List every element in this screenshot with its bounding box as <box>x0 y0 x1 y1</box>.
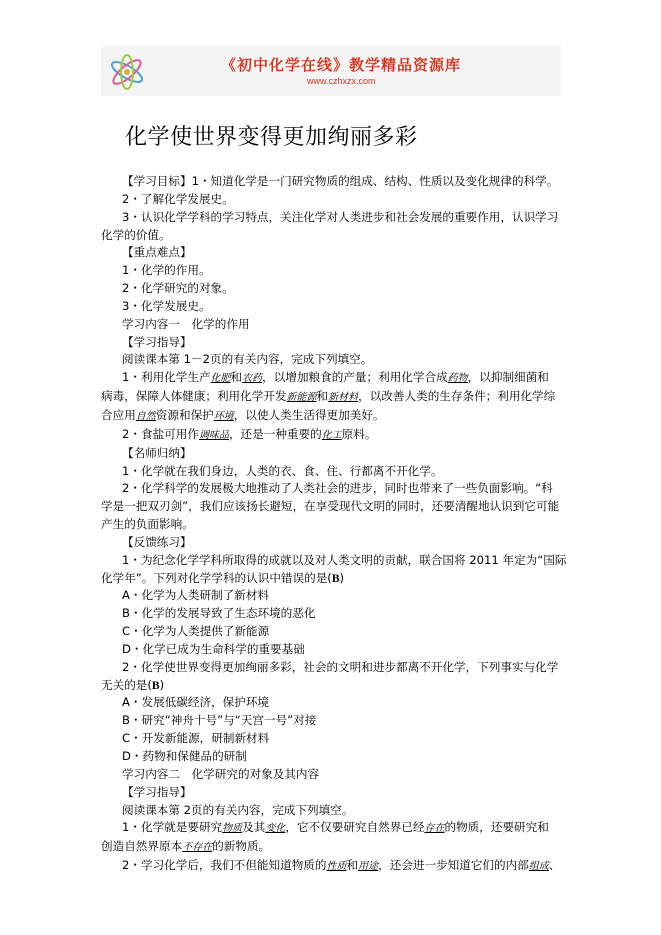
header-banner <box>101 46 561 96</box>
text-segment: ，以增加粮食的产量；利用化学合成 <box>262 370 448 385</box>
text-segment: 及其 <box>242 820 266 835</box>
text-segment: 无关的是( <box>101 677 152 692</box>
answer-blank: 变化 <box>265 823 286 835</box>
text-line <box>101 784 563 802</box>
answer-blank: 性质 <box>326 861 347 873</box>
text-line <box>101 280 563 298</box>
text-segment: ) <box>339 570 345 585</box>
text-line <box>101 388 563 407</box>
answer-blank: 不存在 <box>182 842 213 854</box>
text-line <box>101 298 563 316</box>
text-line <box>101 516 563 534</box>
text-segment: 【反馈练习】 <box>122 534 192 549</box>
text-segment: 化学年”。下列对化学学科的认识中错误的是( <box>101 570 332 585</box>
text-segment: 【学习指导】 <box>122 334 192 349</box>
text-line <box>101 552 567 570</box>
answer-blank: 调味品 <box>198 429 229 441</box>
text-line <box>101 244 563 262</box>
text-line <box>101 316 563 334</box>
text-segment: 2・化学使世界变得更加绚丽多彩，社会的文明和进步都离不开化学，下列事实与化学 <box>122 659 559 674</box>
text-segment: ，以改善人类的生存条件；利用化学综 <box>358 389 556 404</box>
answer-blank: 环境 <box>213 410 234 422</box>
text-segment: 、 <box>548 858 561 873</box>
text-line <box>101 819 563 838</box>
document-body <box>101 173 567 876</box>
text-line <box>101 191 563 209</box>
text-line <box>101 262 563 280</box>
answer-choice: B <box>151 678 160 692</box>
text-segment: 阅读课本第 2页的有关内容，完成下列填空。 <box>122 802 354 817</box>
text-line <box>101 677 563 695</box>
text-segment: 的新物质。 <box>212 839 271 854</box>
text-segment: 化学的价值。 <box>101 227 171 242</box>
text-line <box>101 766 563 784</box>
text-segment: 2・学习化学后，我们不但能知道物质的 <box>122 858 327 873</box>
answer-blank: 物质 <box>222 823 243 835</box>
text-segment: ，还是一种重要的 <box>228 426 322 441</box>
text-line <box>101 534 563 552</box>
text-segment: 3・认识化学学科的学习特点，关注化学对人类进步和社会发展的重要作用，认识学习 <box>122 209 559 224</box>
text-segment: A・化学为人类研制了新材料 <box>122 588 270 603</box>
text-segment: ，以抑制细菌和 <box>467 370 549 385</box>
text-line <box>101 426 563 445</box>
text-line <box>101 407 563 426</box>
text-segment: 1・化学就是要研究 <box>122 820 223 835</box>
text-line <box>101 334 563 352</box>
text-segment: 【学习目标】1・知道化学是一门研究物质的组成、结构、性质以及变化规律的科学。 <box>122 174 559 188</box>
text-segment: 学习内容一 化学的作用 <box>122 316 250 331</box>
text-line <box>101 173 563 191</box>
text-line <box>101 480 563 498</box>
text-segment: 和 <box>230 370 243 385</box>
text-segment: 原料。 <box>341 426 377 441</box>
text-line <box>101 748 563 766</box>
answer-blank: 化肥 <box>210 373 231 385</box>
text-line <box>101 351 563 369</box>
text-segment: 的物质，还要研究和 <box>444 820 549 835</box>
text-line <box>101 498 563 516</box>
answer-choice: B <box>331 571 340 585</box>
text-line <box>101 623 563 641</box>
text-line <box>101 838 563 857</box>
atom-logo-icon <box>107 52 147 92</box>
text-line <box>101 570 563 588</box>
answer-blank: 存在 <box>424 823 445 835</box>
text-segment: A・发展低碳经济，保护环境 <box>122 695 270 710</box>
text-segment: 阅读课本第 1－2页的有关内容，完成下列填空。 <box>122 352 373 367</box>
text-line <box>101 227 563 245</box>
text-segment: 【重点难点】 <box>122 245 192 260</box>
text-line <box>101 659 563 677</box>
text-line <box>101 369 563 388</box>
text-line <box>101 712 563 730</box>
text-segment: 病毒，保障人体健康；利用化学开发 <box>101 389 287 404</box>
text-segment: 产生的负面影响。 <box>101 517 194 532</box>
text-line <box>101 730 563 748</box>
text-segment: 【学习指导】 <box>122 784 192 799</box>
text-segment: B・研究“神舟十号”与“天宫一号”对接 <box>122 713 317 728</box>
text-segment: 学习内容二 化学研究的对象及其内容 <box>122 766 320 781</box>
text-segment: 和 <box>346 858 359 873</box>
page-title: 化学使世界变得更加绚丽多彩 <box>125 125 418 150</box>
answer-blank: 新能源 <box>286 392 317 404</box>
text-segment: 2・化学科学的发展极大地推动了人类社会的进步，同时也带来了一些负面影响。“科 <box>122 481 553 496</box>
text-segment: 创造自然界原本 <box>101 839 183 854</box>
answer-blank: 自然 <box>135 410 156 422</box>
text-segment: 和 <box>316 389 329 404</box>
text-segment: 2・食盐可用作 <box>122 426 199 441</box>
text-line <box>101 857 563 876</box>
text-segment: D・化学已成为生命科学的重要基础 <box>122 641 305 656</box>
answer-blank: 化工 <box>321 429 342 441</box>
text-line <box>101 463 563 481</box>
text-segment: 资源和保护 <box>155 407 214 422</box>
answer-blank: 药物 <box>447 373 468 385</box>
answer-blank: 组成 <box>528 861 549 873</box>
text-segment: 1・化学的作用。 <box>122 263 211 278</box>
answer-blank: 新材料 <box>328 392 359 404</box>
text-segment: 合应用 <box>101 407 136 422</box>
text-line <box>101 641 563 659</box>
answer-blank: 用途 <box>358 861 379 873</box>
text-segment: ，它不仅要研究自然界已经 <box>285 820 425 835</box>
text-segment: 2・了解化学发展史。 <box>122 191 234 206</box>
text-segment: ，以使人类生活得更加美好。 <box>233 407 385 422</box>
text-segment: C・化学为人类提供了新能源 <box>122 624 270 639</box>
answer-blank: 农药 <box>242 373 263 385</box>
text-segment: ，还会进一步知道它们的内部 <box>378 858 529 873</box>
brand-name: 《初中化学在线》教学精品资源库 <box>221 56 462 74</box>
text-segment: 【名师归纳】 <box>122 445 192 460</box>
text-line <box>101 209 563 227</box>
brand-url: www.czhxzx.com <box>307 76 376 86</box>
text-line <box>101 802 563 820</box>
text-segment: 1・利用化学生产 <box>122 370 211 385</box>
text-segment: 学是一把双刃剑”，我们应该扬长避短，在享受现代文明的同时，还要清醒地认识到它可能 <box>101 499 560 514</box>
text-segment: 2・化学研究的对象。 <box>122 281 234 296</box>
text-line <box>101 445 563 463</box>
text-segment: B・化学的发展导致了生态环境的恶化 <box>122 606 316 621</box>
text-segment: C・开发新能源，研制新材料 <box>122 731 270 746</box>
text-segment: 3・化学发展史。 <box>122 298 211 313</box>
text-segment: D・药物和保健品的研制 <box>122 749 247 763</box>
text-segment: ) <box>159 677 165 692</box>
text-line <box>101 587 563 605</box>
text-line <box>101 694 563 712</box>
text-line <box>101 605 563 623</box>
text-segment: 1・化学就在我们身边，人类的衣、食、住、行都离不开化学。 <box>122 463 443 478</box>
text-segment: 1・为纪念化学学科所取得的成就以及对人类文明的贡献，联合国将 2011 年定为“国际 <box>122 552 567 567</box>
